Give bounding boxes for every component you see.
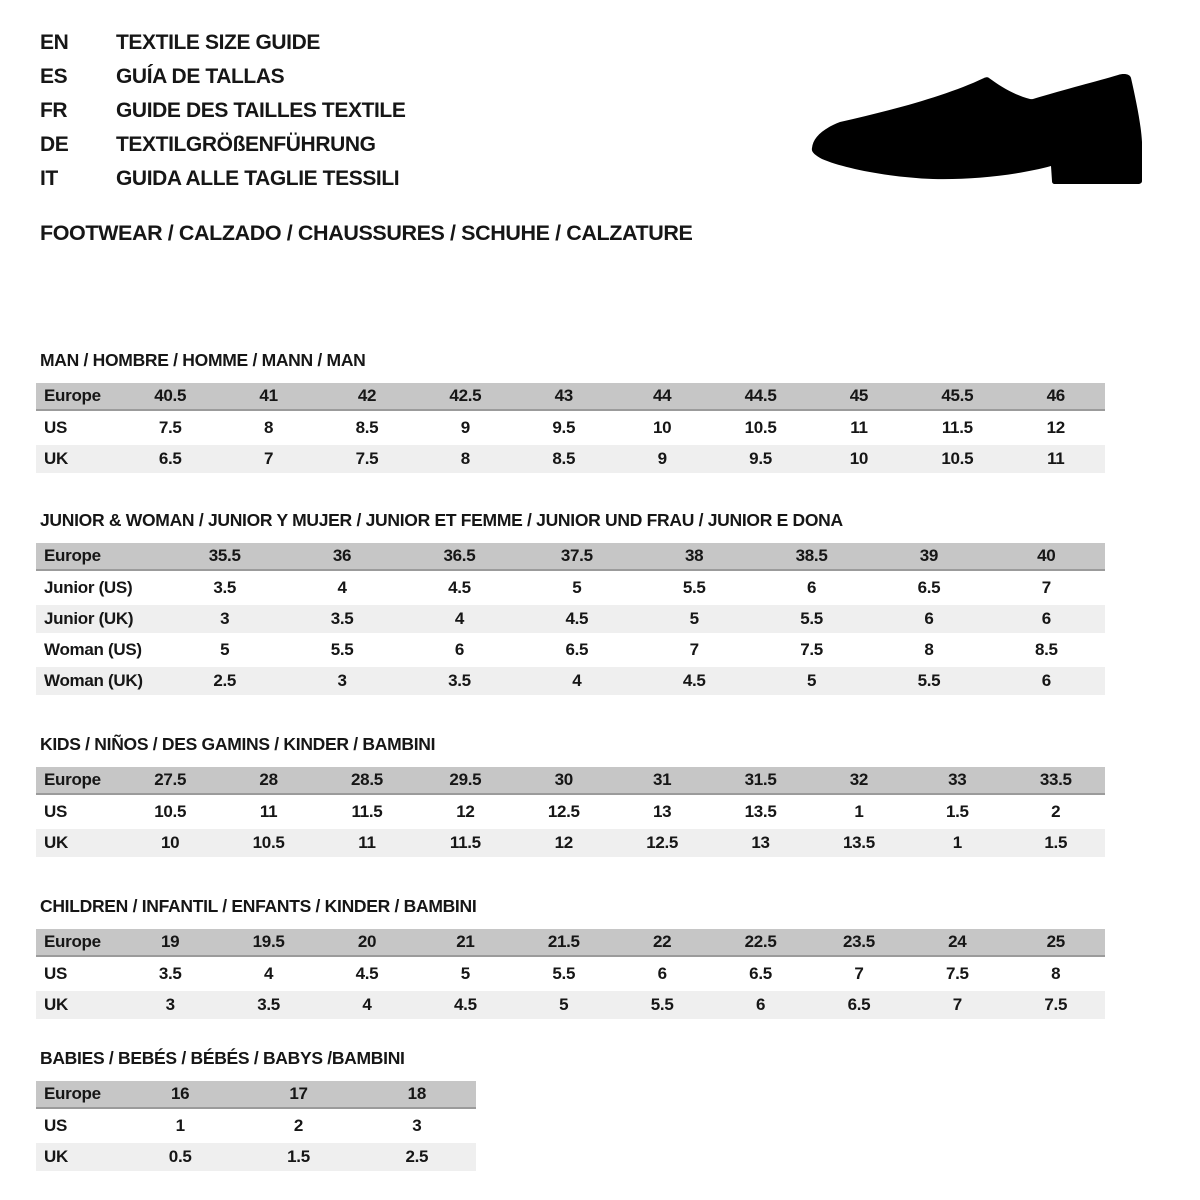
size-value-cell: 44.5 (711, 383, 809, 411)
size-value-cell: 13.5 (810, 829, 908, 857)
size-value-cell: 32 (810, 767, 908, 795)
size-value-cell: 16 (121, 1081, 239, 1109)
size-value-cell: 5 (515, 991, 613, 1019)
size-value-cell: 30 (515, 767, 613, 795)
size-value-cell: 22.5 (711, 929, 809, 957)
size-row (36, 636, 1105, 664)
row-label-cell: Junior (US) (36, 574, 166, 602)
size-value-cell: 38.5 (753, 543, 870, 571)
size-value-cell: 4.5 (401, 574, 518, 602)
size-value-cell: 9.5 (711, 445, 809, 473)
size-value-cell: 4 (318, 991, 416, 1019)
size-row (36, 667, 1105, 695)
size-value-cell: 22 (613, 929, 711, 957)
language-row (40, 162, 405, 196)
size-value-cell: 7.5 (1007, 991, 1105, 1019)
size-table (36, 1078, 476, 1174)
size-value-cell: 9 (416, 414, 514, 442)
table-section (36, 896, 1105, 1022)
size-value-cell: 40 (988, 543, 1105, 571)
table-title: JUNIOR & WOMAN / JUNIOR Y MUJER / JUNIOR ET FEMME / JUNIOR UND FRAU / JUNIOR E DONA (40, 510, 843, 530)
language-code: ES (40, 65, 68, 88)
size-value-cell: 5.5 (515, 960, 613, 988)
row-label-cell: UK (36, 445, 121, 473)
language-label: GUÍA DE TALLAS (116, 65, 285, 88)
size-value-cell: 6 (401, 636, 518, 664)
size-row (36, 798, 1105, 826)
language-row (40, 128, 405, 162)
size-value-cell: 7.5 (121, 414, 219, 442)
size-table (36, 926, 1105, 1022)
size-value-cell: 3 (166, 605, 283, 633)
row-label-cell: Woman (UK) (36, 667, 166, 695)
size-value-cell: 10 (613, 414, 711, 442)
size-value-cell: 8 (870, 636, 987, 664)
size-value-cell: 6 (613, 960, 711, 988)
size-value-cell: 11 (810, 414, 908, 442)
language-row (40, 60, 405, 94)
row-label-cell: Europe (36, 1081, 121, 1109)
size-value-cell: 5 (166, 636, 283, 664)
size-value-cell: 10 (121, 829, 219, 857)
size-row (36, 445, 1105, 473)
size-row (36, 1081, 476, 1109)
size-value-cell: 27.5 (121, 767, 219, 795)
size-value-cell: 42.5 (416, 383, 514, 411)
size-value-cell: 5.5 (636, 574, 753, 602)
size-value-cell: 11.5 (908, 414, 1006, 442)
size-value-cell: 11 (1007, 445, 1105, 473)
size-value-cell: 3 (358, 1112, 476, 1140)
size-value-cell: 11.5 (416, 829, 514, 857)
size-value-cell: 8 (1007, 960, 1105, 988)
size-value-cell: 12 (515, 829, 613, 857)
size-value-cell: 2 (239, 1112, 357, 1140)
size-value-cell: 3 (283, 667, 400, 695)
row-label-cell: Junior (UK) (36, 605, 166, 633)
size-value-cell: 5.5 (870, 667, 987, 695)
row-label-cell: UK (36, 829, 121, 857)
size-value-cell: 6 (711, 991, 809, 1019)
size-row (36, 383, 1105, 411)
size-value-cell: 23.5 (810, 929, 908, 957)
size-value-cell: 0.5 (121, 1143, 239, 1171)
row-label-cell: US (36, 1112, 121, 1140)
size-value-cell: 43 (515, 383, 613, 411)
size-value-cell: 29.5 (416, 767, 514, 795)
row-label-cell: Woman (US) (36, 636, 166, 664)
size-value-cell: 13.5 (711, 798, 809, 826)
size-value-cell: 13 (613, 798, 711, 826)
language-code: FR (40, 99, 68, 122)
size-row (36, 991, 1105, 1019)
language-label: GUIDE DES TAILLES TEXTILE (116, 99, 406, 122)
size-value-cell: 8.5 (318, 414, 416, 442)
size-value-cell: 31 (613, 767, 711, 795)
size-value-cell: 4 (283, 574, 400, 602)
size-row (36, 767, 1105, 795)
size-row (36, 1112, 476, 1140)
size-value-cell: 4 (518, 667, 635, 695)
size-value-cell: 1 (810, 798, 908, 826)
size-row (36, 574, 1105, 602)
size-value-cell: 39 (870, 543, 987, 571)
language-label: TEXTILE SIZE GUIDE (116, 31, 320, 54)
size-value-cell: 7.5 (318, 445, 416, 473)
size-value-cell: 3.5 (166, 574, 283, 602)
size-value-cell: 35.5 (166, 543, 283, 571)
language-code: DE (40, 133, 69, 156)
size-value-cell: 36.5 (401, 543, 518, 571)
table-section (36, 350, 1105, 476)
row-label-cell: Europe (36, 543, 166, 571)
table-section (36, 510, 1105, 698)
size-value-cell: 5 (518, 574, 635, 602)
size-value-cell: 1.5 (908, 798, 1006, 826)
row-label-cell: US (36, 960, 121, 988)
size-value-cell: 12.5 (613, 829, 711, 857)
size-value-cell: 6.5 (518, 636, 635, 664)
size-value-cell: 10 (810, 445, 908, 473)
size-value-cell: 5 (636, 605, 753, 633)
size-value-cell: 4.5 (318, 960, 416, 988)
size-value-cell: 6 (988, 605, 1105, 633)
size-value-cell: 5.5 (283, 636, 400, 664)
size-value-cell: 3.5 (283, 605, 400, 633)
size-value-cell: 8 (416, 445, 514, 473)
row-label-cell: US (36, 414, 121, 442)
language-code: EN (40, 31, 69, 54)
row-label-cell: US (36, 798, 121, 826)
size-value-cell: 6 (988, 667, 1105, 695)
size-value-cell: 17 (239, 1081, 357, 1109)
table-title: BABIES / BEBÉS / BÉBÉS / BABYS /BAMBINI (40, 1048, 405, 1068)
size-value-cell: 4 (219, 960, 317, 988)
size-row (36, 829, 1105, 857)
row-label-cell: UK (36, 991, 121, 1019)
size-value-cell: 46 (1007, 383, 1105, 411)
size-value-cell: 19 (121, 929, 219, 957)
size-value-cell: 28 (219, 767, 317, 795)
size-value-cell: 4.5 (636, 667, 753, 695)
size-value-cell: 6.5 (121, 445, 219, 473)
size-value-cell: 4.5 (416, 991, 514, 1019)
language-code: IT (40, 167, 58, 190)
size-value-cell: 1.5 (1007, 829, 1105, 857)
size-value-cell: 21 (416, 929, 514, 957)
size-value-cell: 41 (219, 383, 317, 411)
table-title: KIDS / NIÑOS / DES GAMINS / KINDER / BAMBINI (40, 734, 436, 754)
size-value-cell: 1 (121, 1112, 239, 1140)
size-value-cell: 10.5 (711, 414, 809, 442)
size-value-cell: 1 (908, 829, 1006, 857)
size-value-cell: 10.5 (121, 798, 219, 826)
size-value-cell: 8.5 (515, 445, 613, 473)
size-value-cell: 11.5 (318, 798, 416, 826)
size-value-cell: 8 (219, 414, 317, 442)
size-row (36, 960, 1105, 988)
table-section (36, 734, 1105, 860)
size-value-cell: 7.5 (908, 960, 1006, 988)
size-value-cell: 37.5 (518, 543, 635, 571)
size-value-cell: 33.5 (1007, 767, 1105, 795)
size-table (36, 380, 1105, 476)
table-section (36, 1048, 476, 1174)
size-value-cell: 7 (988, 574, 1105, 602)
table-title: CHILDREN / INFANTIL / ENFANTS / KINDER / BAMBINI (40, 896, 477, 916)
language-row (40, 26, 405, 60)
size-value-cell: 19.5 (219, 929, 317, 957)
size-value-cell: 36 (283, 543, 400, 571)
size-row (36, 414, 1105, 442)
size-value-cell: 38 (636, 543, 753, 571)
category-line: FOOTWEAR / CALZADO / CHAUSSURES / SCHUHE / CALZATURE (40, 221, 693, 245)
row-label-cell: Europe (36, 767, 121, 795)
size-value-cell: 3 (121, 991, 219, 1019)
size-value-cell: 3.5 (219, 991, 317, 1019)
size-value-cell: 6.5 (711, 960, 809, 988)
size-value-cell: 11 (318, 829, 416, 857)
size-value-cell: 8.5 (988, 636, 1105, 664)
size-value-cell: 42 (318, 383, 416, 411)
size-value-cell: 2 (1007, 798, 1105, 826)
size-value-cell: 18 (358, 1081, 476, 1109)
size-value-cell: 9 (613, 445, 711, 473)
size-value-cell: 7.5 (753, 636, 870, 664)
size-value-cell: 5.5 (613, 991, 711, 1019)
size-value-cell: 6 (870, 605, 987, 633)
size-value-cell: 10.5 (908, 445, 1006, 473)
size-value-cell: 6.5 (810, 991, 908, 1019)
size-row (36, 543, 1105, 571)
size-value-cell: 2.5 (166, 667, 283, 695)
size-value-cell: 28.5 (318, 767, 416, 795)
size-value-cell: 4.5 (518, 605, 635, 633)
size-value-cell: 7 (636, 636, 753, 664)
size-value-cell: 1.5 (239, 1143, 357, 1171)
language-label: GUIDA ALLE TAGLIE TESSILI (116, 167, 400, 190)
shoe-silhouette-icon (798, 62, 1148, 188)
size-value-cell: 6 (753, 574, 870, 602)
size-value-cell: 7 (219, 445, 317, 473)
size-value-cell: 3.5 (401, 667, 518, 695)
size-value-cell: 6.5 (870, 574, 987, 602)
size-value-cell: 5 (416, 960, 514, 988)
size-value-cell: 44 (613, 383, 711, 411)
language-row (40, 94, 405, 128)
size-table (36, 764, 1105, 860)
row-label-cell: UK (36, 1143, 121, 1171)
size-value-cell: 25 (1007, 929, 1105, 957)
size-value-cell: 40.5 (121, 383, 219, 411)
language-label: TEXTILGRÖßENFÜHRUNG (116, 133, 376, 156)
size-value-cell: 3.5 (121, 960, 219, 988)
size-value-cell: 20 (318, 929, 416, 957)
size-value-cell: 5.5 (753, 605, 870, 633)
size-table (36, 540, 1105, 698)
size-value-cell: 31.5 (711, 767, 809, 795)
size-value-cell: 21.5 (515, 929, 613, 957)
size-value-cell: 10.5 (219, 829, 317, 857)
size-value-cell: 7 (908, 991, 1006, 1019)
size-value-cell: 7 (810, 960, 908, 988)
size-value-cell: 4 (401, 605, 518, 633)
size-value-cell: 13 (711, 829, 809, 857)
size-value-cell: 12 (1007, 414, 1105, 442)
size-row (36, 605, 1105, 633)
size-value-cell: 12.5 (515, 798, 613, 826)
size-value-cell: 5 (753, 667, 870, 695)
size-row (36, 1143, 476, 1171)
size-value-cell: 24 (908, 929, 1006, 957)
size-row (36, 929, 1105, 957)
size-value-cell: 2.5 (358, 1143, 476, 1171)
size-value-cell: 45 (810, 383, 908, 411)
row-label-cell: Europe (36, 383, 121, 411)
size-value-cell: 9.5 (515, 414, 613, 442)
size-value-cell: 33 (908, 767, 1006, 795)
row-label-cell: Europe (36, 929, 121, 957)
size-value-cell: 11 (219, 798, 317, 826)
language-title-list (40, 26, 405, 196)
size-value-cell: 12 (416, 798, 514, 826)
size-value-cell: 45.5 (908, 383, 1006, 411)
table-title: MAN / HOMBRE / HOMME / MANN / MAN (40, 350, 366, 370)
